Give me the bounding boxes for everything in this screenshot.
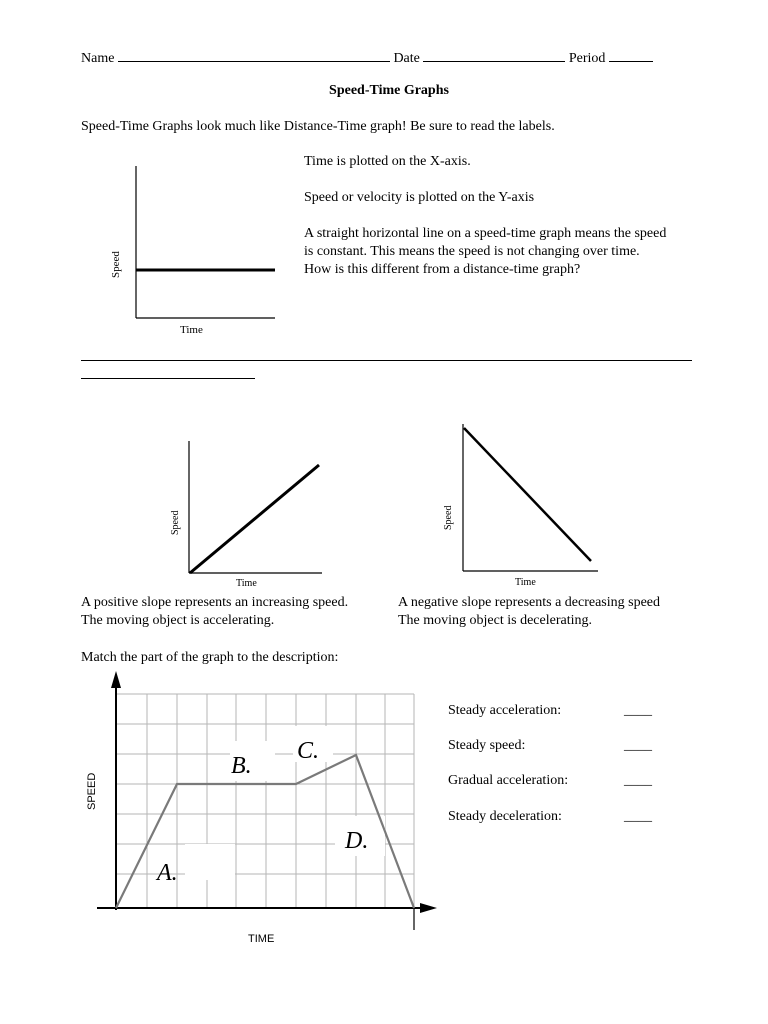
graph1-ylabel: Speed	[110, 251, 122, 278]
match-item-blank[interactable]: ____	[624, 738, 652, 753]
match-item-blank[interactable]: ____	[624, 773, 652, 788]
graph-constant-speed	[100, 160, 290, 340]
match-item-4	[448, 809, 658, 825]
graph-increasing-speed	[160, 435, 340, 595]
header-row	[81, 47, 653, 67]
graph1-xlabel: Time	[180, 324, 203, 336]
note-para-1: A straight horizontal line on a speed-time graph means the speed	[304, 226, 667, 241]
segment-d-label: D.	[345, 828, 369, 854]
page-title: Speed-Time Graphs	[329, 83, 449, 98]
y-arrow-icon	[111, 671, 121, 688]
match-item-label: Steady deceleration:	[448, 809, 562, 824]
match-item-label: Gradual acceleration:	[448, 773, 569, 788]
segment-a-label: A.	[157, 860, 178, 886]
match-item-label: Steady speed:	[448, 738, 526, 753]
match-xlabel: TIME	[248, 933, 275, 945]
caption-left-2: The moving object is accelerating.	[81, 613, 275, 628]
graph3-xlabel: Time	[515, 577, 536, 588]
graph2-xlabel: Time	[236, 578, 257, 589]
match-item-label: Steady acceleration:	[448, 703, 562, 718]
date-label: Date	[393, 51, 420, 66]
match-item-1	[448, 703, 658, 719]
match-item-3	[448, 773, 658, 789]
graph3-ylabel: Speed	[443, 505, 454, 530]
match-item-blank[interactable]: ____	[624, 809, 652, 824]
match-graph	[75, 668, 445, 953]
segment-c-label: C.	[297, 738, 320, 764]
match-prompt: Match the part of the graph to the description:	[81, 650, 339, 665]
x-arrow-icon	[420, 903, 437, 913]
caption-right-2: The moving object is decelerating.	[398, 613, 592, 628]
match-item-2	[448, 738, 658, 754]
caption-right-1: A negative slope represents a decreasing speed	[398, 595, 661, 610]
date-blank[interactable]	[423, 47, 565, 62]
name-blank[interactable]	[118, 47, 390, 62]
name-label: Name	[81, 51, 115, 66]
match-item-blank[interactable]: ____	[624, 703, 652, 718]
graph2-ylabel: Speed	[170, 510, 181, 535]
match-ylabel: SPEED	[86, 772, 98, 810]
segment-b-label: B.	[231, 753, 252, 779]
answer-line-1[interactable]	[81, 360, 692, 361]
period-label: Period	[568, 51, 606, 66]
graph-decreasing-speed	[435, 420, 615, 595]
intro-text: Speed-Time Graphs look much like Distance-Time graph! Be sure to read the labels.	[81, 119, 555, 134]
note-y-axis: Speed or velocity is plotted on the Y-axis	[304, 190, 535, 205]
note-para-2: is constant. This means the speed is not changing over time.	[304, 244, 640, 259]
answer-line-2[interactable]	[81, 378, 255, 379]
note-x-axis: Time is plotted on the X-axis.	[304, 154, 471, 169]
note-para-3: How is this different from a distance-time graph?	[304, 262, 581, 277]
period-blank[interactable]	[609, 47, 653, 62]
caption-left-1: A positive slope represents an increasing speed.	[81, 595, 349, 610]
